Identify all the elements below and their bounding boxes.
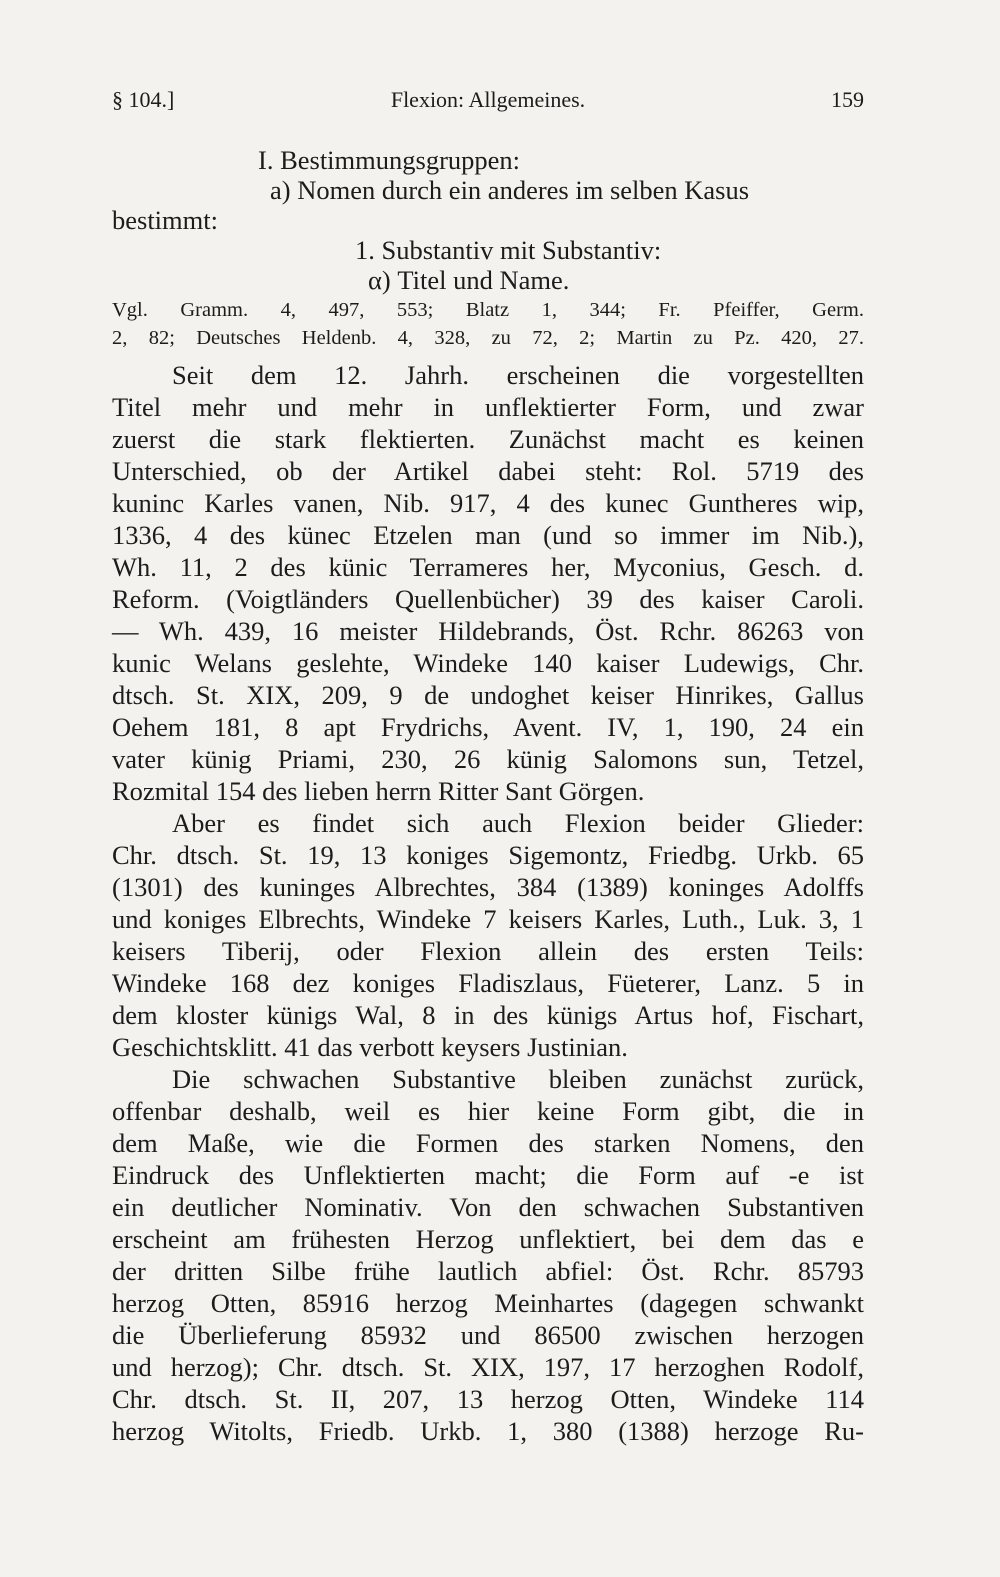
text-line: offenbar deshalb, weil es hier keine Form gibt, die in bbox=[112, 1096, 864, 1126]
text-line: vater künig Priami, 230, 26 künig Salomons sun, Tetzel, bbox=[112, 744, 864, 774]
text-line: Chr. dtsch. St. 19, 13 koniges Sigemontz, Friedbg. Urkb. 65 bbox=[112, 840, 864, 870]
text-line: Die schwachen Substantive bleiben zunächst zurück, bbox=[172, 1064, 864, 1094]
text-line: 1336, 4 des künec Etzelen man (und so immer im Nib.), bbox=[112, 520, 864, 550]
text-line: Unterschied, ob der Artikel dabei steht: Rol. 5719 des bbox=[112, 456, 864, 486]
heading-subsection: 1. Substantiv mit Substantiv: bbox=[355, 235, 662, 265]
text-line: Oehem 181, 8 apt Frydrichs, Avent. IV, 1, 190, 24 ein bbox=[112, 712, 864, 742]
text-line: Aber es findet sich auch Flexion beider Glieder: bbox=[172, 808, 864, 838]
text-line: Reform. (Voigtländers Quellenbücher) 39 des kaiser Caroli. bbox=[112, 584, 864, 614]
text-line: — Wh. 439, 16 meister Hildebrands, Öst. Rchr. 86263 von bbox=[112, 616, 864, 646]
text-line: Windeke 168 dez koniges Fladiszlaus, Füeterer, Lanz. 5 in bbox=[112, 968, 864, 998]
text-line: Eindruck des Unflektierten macht; die Form auf -e ist bbox=[112, 1160, 864, 1190]
text-line: dem kloster künigs Wal, 8 in des künigs Artus hof, Fischart, bbox=[112, 1000, 864, 1030]
text-line: erscheint am frühesten Herzog unflektiert, bei dem das e bbox=[112, 1224, 864, 1254]
text-line: ein deutlicher Nominativ. Von den schwachen Substantiven bbox=[112, 1192, 864, 1222]
text-line: Rozmital 154 des lieben herrn Ritter Sant Görgen. bbox=[112, 776, 645, 806]
text-line: und herzog); Chr. dtsch. St. XIX, 197, 17 herzoghen Rodolf, bbox=[112, 1352, 864, 1382]
reference-line: 2, 82; Deutsches Heldenb. 4, 328, zu 72, 2; Martin zu Pz. 420, 27. bbox=[112, 327, 864, 349]
heading-subgroup-cont: bestimmt: bbox=[112, 205, 218, 235]
header-title: Flexion: Allgemeines. bbox=[390, 87, 586, 112]
header-section: § 104.] bbox=[112, 87, 175, 112]
text-line: die Überlieferung 85932 und 86500 zwischen herzogen bbox=[112, 1320, 864, 1350]
heading-subgroup: a) Nomen durch ein anderes im selben Kasus bbox=[270, 175, 750, 205]
reference-line: Vgl. Gramm. 4, 497, 553; Blatz 1, 344; Fr. Pfeiffer, Germ. bbox=[112, 299, 864, 321]
page-number: 159 bbox=[831, 87, 864, 112]
heading-subsubsection: α) Titel und Name. bbox=[368, 265, 570, 295]
text-line: herzog Otten, 85916 herzog Meinhartes (dagegen schwankt bbox=[112, 1288, 864, 1318]
text-line: dtsch. St. XIX, 209, 9 de undoghet keiser Hinrikes, Gallus bbox=[112, 680, 864, 710]
heading-group: I. Bestimmungsgruppen: bbox=[258, 145, 521, 175]
text-line: Seit dem 12. Jahrh. erscheinen die vorgestellten bbox=[172, 360, 864, 390]
running-header bbox=[112, 84, 864, 116]
text-line: herzog Witolts, Friedb. Urkb. 1, 380 (1388) herzoge Ru- bbox=[112, 1416, 864, 1446]
text-line: keisers Tiberij, oder Flexion allein des ersten Teils: bbox=[112, 936, 864, 966]
text-line: kunic Welans geslehte, Windeke 140 kaiser Ludewigs, Chr. bbox=[112, 648, 864, 678]
text-line: kuninc Karles vanen, Nib. 917, 4 des kunec Guntheres wip, bbox=[112, 488, 864, 518]
text-line: der dritten Silbe frühe lautlich abfiel: Öst. Rchr. 85793 bbox=[112, 1256, 864, 1286]
text-line: Titel mehr und mehr in unflektierter Form, und zwar bbox=[112, 392, 864, 422]
text-line: Geschichtsklitt. 41 das verbott keysers Justinian. bbox=[112, 1032, 628, 1062]
text-line: Wh. 11, 2 des künic Terrameres her, Myconius, Gesch. d. bbox=[112, 552, 864, 582]
text-line: Chr. dtsch. St. II, 207, 13 herzog Otten, Windeke 114 bbox=[112, 1384, 864, 1414]
text-line: und koniges Elbrechts, Windeke 7 keisers Karles, Luth., Luk. 3, 1 bbox=[112, 904, 864, 934]
text-line: (1301) des kuninges Albrechtes, 384 (1389) koninges Adolffs bbox=[112, 872, 864, 902]
text-line: dem Maße, wie die Formen des starken Nomens, den bbox=[112, 1128, 864, 1158]
text-line: zuerst die stark flektierten. Zunächst macht es keinen bbox=[112, 424, 864, 454]
